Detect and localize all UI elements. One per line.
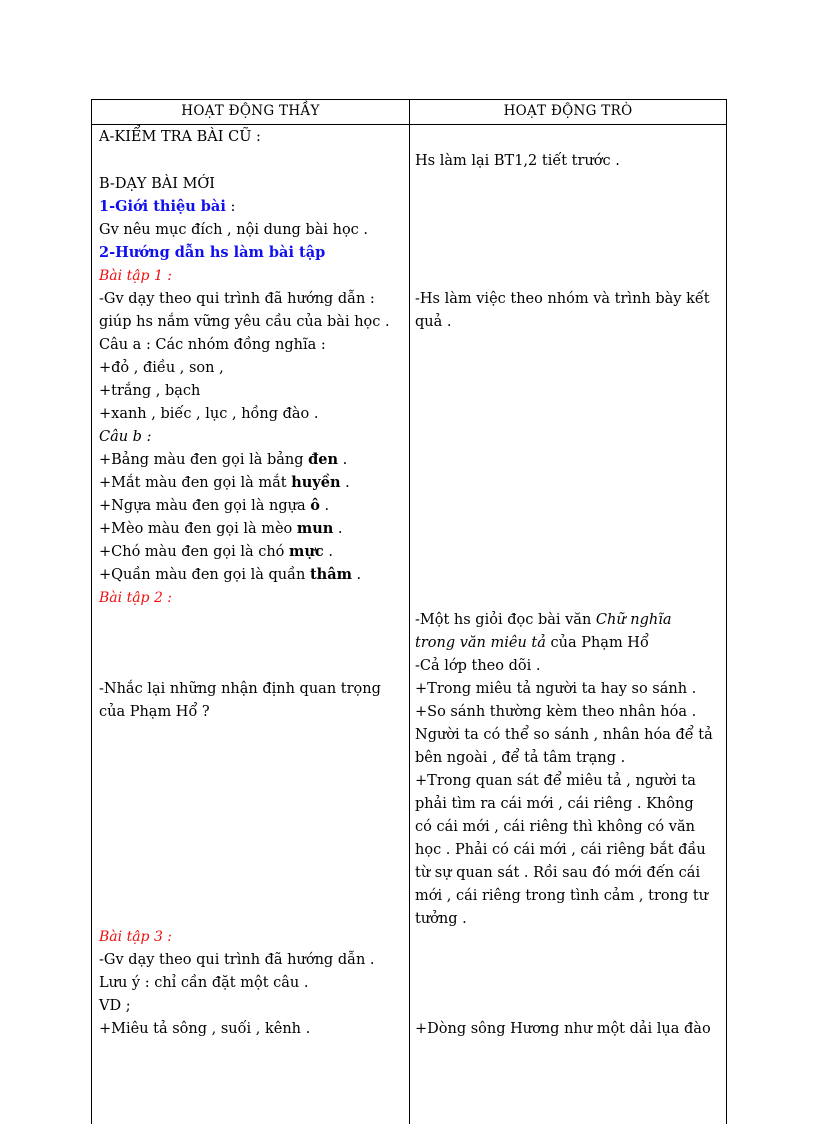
student-ex1-line-1: -Hs làm việc theo nhóm và trình bày kết	[415, 291, 710, 307]
black-item-6-end: .	[351, 567, 362, 583]
student-ex2-line-3: -Cả lớp theo dõi .	[415, 658, 541, 674]
exercise-3-label: Bài tập 3 :	[99, 929, 173, 945]
student-ex2-line-6: Người ta có thể so sánh , nhân hóa để tả	[415, 727, 713, 743]
question-b: Câu b :	[99, 429, 152, 445]
black-item-3-word: ô	[310, 497, 320, 514]
student-ex2-line-1	[415, 611, 672, 629]
black-item-4-end: .	[333, 521, 343, 537]
column-divider	[409, 100, 410, 1124]
student-ex2-line-9: phải tìm ra cái mới , cái riêng . Không	[415, 796, 694, 812]
black-item-4	[99, 520, 343, 538]
question-a: Câu a : Các nhóm đồng nghĩa :	[99, 337, 326, 353]
exercise-2-question-1: -Nhắc lại những nhận định quan trọng	[99, 681, 381, 697]
student-ex2-line-1-text: -Một hs giỏi đọc bài văn	[415, 612, 596, 628]
student-ex3-line-1: +Dòng sông Hương như một dải lụa đào	[415, 1021, 711, 1037]
black-item-6-word: thâm	[309, 566, 352, 583]
student-review: Hs làm lại BT1,2 tiết trước .	[415, 153, 620, 169]
synonym-group-1: +đỏ , điều , son ,	[99, 360, 224, 376]
section-b: B-DẠY BÀI MỚI	[99, 176, 216, 192]
exercise-3-line-4: +Miêu tả sông , suối , kênh .	[99, 1021, 311, 1037]
black-item-3	[99, 497, 329, 515]
student-ex2-line-2	[415, 634, 649, 652]
student-ex2-line-13: mới , cái riêng trong tình cảm , trong tư	[415, 888, 709, 904]
black-item-6	[99, 566, 361, 584]
section-1-title: 1-Giới thiệu bài	[99, 198, 226, 215]
student-ex2-line-14: tưởng .	[415, 911, 467, 927]
black-item-1	[99, 451, 347, 469]
student-ex2-line-12: từ sự quan sát . Rồi sau đó mới đến cái	[415, 865, 701, 881]
lesson-table	[91, 99, 727, 1124]
black-item-5-word: mực	[289, 543, 324, 560]
exercise-3-line-2: Lưu ý : chỉ cần đặt một câu .	[99, 975, 309, 991]
exercise-3-line-3: VD ;	[99, 998, 131, 1014]
student-ex2-title-part-1: Chữ nghĩa	[595, 612, 672, 628]
student-ex2-line-11: học . Phải có cái mới , cái riêng bắt đầu	[415, 842, 706, 858]
section-1-text: Gv nêu mục đích , nội dung bài học .	[99, 222, 369, 238]
exercise-1-line-1: -Gv dạy theo qui trình đã hướng dẫn :	[99, 291, 375, 307]
black-item-1-word: đen	[308, 451, 339, 468]
black-item-4-text: +Mèo màu đen gọi là mèo	[99, 521, 297, 537]
exercise-3-line-1: -Gv dạy theo qui trình đã hướng dẫn .	[99, 952, 375, 968]
black-item-2-end: .	[340, 475, 350, 491]
exercise-1-label: Bài tập 1 :	[99, 268, 173, 284]
student-ex1-line-2: quả .	[415, 314, 452, 330]
black-item-4-word: mun	[296, 520, 334, 537]
synonym-group-3: +xanh , biếc , lục , hồng đào .	[99, 406, 319, 422]
student-ex2-title-part-2: trong văn miêu tả	[415, 635, 546, 651]
exercise-2-question-2: của Phạm Hổ ?	[99, 704, 210, 720]
black-item-2-text: +Mắt màu đen gọi là mắt	[99, 475, 292, 491]
header-teacher: HOẠT ĐỘNG THẦY	[181, 103, 320, 119]
black-item-1-text: +Bảng màu đen gọi là bảng	[99, 452, 309, 468]
section-1-heading	[99, 198, 235, 216]
student-ex2-line-8: +Trong quan sát để miêu tả , người ta	[415, 773, 696, 789]
black-item-5-text: +Chó màu đen gọi là chó	[99, 544, 290, 560]
exercise-1-line-2: giúp hs nắm vững yêu cầu của bài học .	[99, 314, 390, 330]
student-ex2-line-5: +So sánh thường kèm theo nhân hóa .	[415, 704, 697, 720]
black-item-3-text: +Ngựa màu đen gọi là ngựa	[99, 498, 311, 514]
section-a: A-KIỂM TRA BÀI CŨ :	[99, 129, 261, 145]
black-item-3-end: .	[319, 498, 330, 514]
student-ex2-line-7: bên ngoài , để tả tâm trạng .	[415, 750, 626, 766]
black-item-1-end: .	[338, 452, 348, 468]
black-item-5	[99, 543, 333, 561]
black-item-6-text: +Quần màu đen gọi là quần	[99, 567, 310, 583]
student-ex2-line-10: có cái mới , cái riêng thì không có văn	[415, 819, 695, 835]
black-item-2-word: huyền	[291, 474, 341, 491]
black-item-2	[99, 474, 350, 492]
header-divider	[92, 124, 726, 125]
synonym-group-2: +trắng , bạch	[99, 383, 201, 399]
section-2-title: 2-Hướng dẫn hs làm bài tập	[99, 244, 326, 261]
student-ex2-line-2-text: của Phạm Hổ	[545, 635, 649, 651]
student-ex2-line-4: +Trong miêu tả người ta hay so sánh .	[415, 681, 697, 697]
header-student: HOẠT ĐỘNG TRÒ	[503, 103, 633, 119]
exercise-2-label: Bài tập 2 :	[99, 590, 173, 606]
black-item-5-end: .	[323, 544, 333, 560]
section-1-colon: :	[225, 199, 236, 215]
